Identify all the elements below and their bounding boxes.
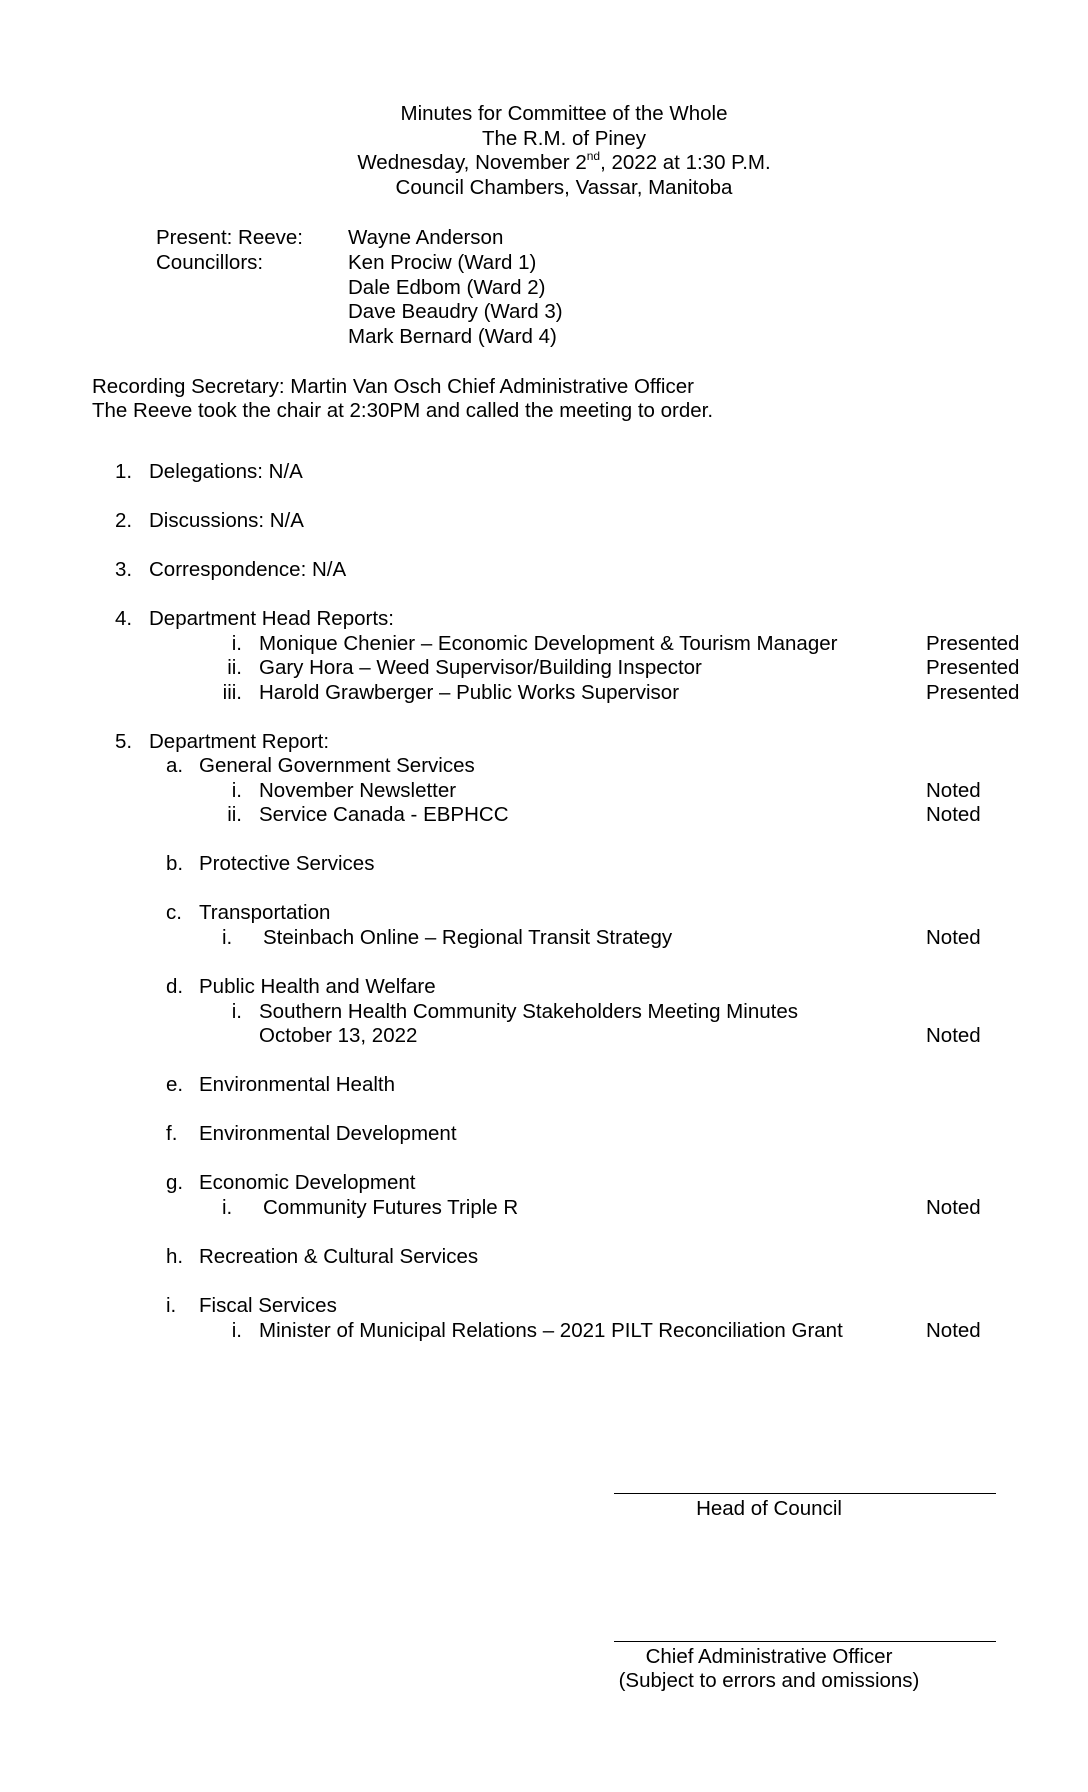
- section-letter: c.: [166, 901, 182, 924]
- section-transportation: Transportation: [199, 901, 331, 924]
- status-text: Noted: [926, 779, 981, 802]
- call-to-order: The Reeve took the chair at 2:30PM and called the meeting to order.: [92, 399, 714, 422]
- section-environmental-health: Environmental Health: [199, 1073, 395, 1096]
- councillors-label: Councillors:: [156, 251, 264, 274]
- item-discussions: Discussions: N/A: [149, 509, 304, 532]
- item-department-report: Department Report:: [149, 730, 330, 753]
- head-of-council-label: Head of Council: [696, 1497, 842, 1520]
- status-text: Noted: [926, 1024, 981, 1047]
- item-number: 3.: [115, 558, 133, 581]
- report-item: Minister of Municipal Relations – 2021 PILT Reconciliation Grant: [259, 1319, 843, 1342]
- status-text: Noted: [926, 1196, 981, 1219]
- section-letter: h.: [166, 1245, 184, 1268]
- item-department-head-reports: Department Head Reports:: [149, 607, 394, 630]
- item-number: 5.: [115, 730, 133, 753]
- meeting-location: Council Chambers, Vassar, Manitoba: [395, 176, 733, 199]
- section-public-health: Public Health and Welfare: [199, 975, 436, 998]
- sub-item-number: i.: [222, 926, 233, 949]
- item-number: 2.: [115, 509, 133, 532]
- sub-item-number: iii.: [222, 681, 242, 704]
- section-environmental-development: Environmental Development: [199, 1122, 457, 1145]
- section-letter: g.: [166, 1171, 184, 1194]
- status-text: Presented: [926, 656, 1020, 679]
- municipality-name: The R.M. of Piney: [481, 127, 647, 150]
- section-letter: a.: [166, 754, 184, 777]
- sub-item-number: ii.: [227, 656, 242, 679]
- sub-item-number: i.: [222, 1196, 233, 1219]
- section-general-government: General Government Services: [199, 754, 475, 777]
- section-protective-services: Protective Services: [199, 852, 375, 875]
- recording-secretary: Recording Secretary: Martin Van Osch Chief Administrative Officer: [92, 375, 694, 398]
- status-text: Noted: [926, 1319, 981, 1342]
- sub-item-number: i.: [231, 1319, 242, 1342]
- section-recreation: Recreation & Cultural Services: [199, 1245, 479, 1268]
- report-item: Community Futures Triple R: [263, 1196, 519, 1219]
- sub-item-number: i.: [231, 779, 242, 802]
- councillor-name: Ken Prociw (Ward 1): [348, 251, 537, 274]
- councillor-name: Mark Bernard (Ward 4): [348, 325, 557, 348]
- councillor-name: Dave Beaudry (Ward 3): [348, 300, 563, 323]
- status-text: Noted: [926, 926, 981, 949]
- status-text: Noted: [926, 803, 981, 826]
- section-letter: b.: [166, 852, 184, 875]
- page-title: Minutes for Committee of the Whole: [400, 102, 728, 125]
- section-letter: d.: [166, 975, 184, 998]
- errors-omissions-note: (Subject to errors and omissions): [618, 1669, 920, 1692]
- signature-line-head: [614, 1493, 996, 1494]
- signature-line-cao: [614, 1641, 996, 1642]
- status-text: Presented: [926, 632, 1020, 655]
- report-item-date: October 13, 2022: [259, 1024, 418, 1047]
- report-item: Monique Chenier – Economic Development & Tourism Manager: [259, 632, 838, 655]
- reeve-name: Wayne Anderson: [348, 226, 504, 249]
- item-delegations: Delegations: N/A: [149, 460, 303, 483]
- section-fiscal-services: Fiscal Services: [199, 1294, 337, 1317]
- report-item: Southern Health Community Stakeholders Meeting Minutes: [259, 1000, 798, 1023]
- sub-item-number: i.: [231, 632, 242, 655]
- reeve-label: Present: Reeve:: [156, 226, 303, 249]
- meeting-date: Wednesday, November 2nd, 2022 at 1:30 P.M.: [357, 149, 771, 174]
- sub-item-number: ii.: [227, 803, 242, 826]
- report-item: Steinbach Online – Regional Transit Strategy: [263, 926, 673, 949]
- section-letter: e.: [166, 1073, 184, 1096]
- sub-item-number: i.: [231, 1000, 242, 1023]
- item-number: 4.: [115, 607, 133, 630]
- report-item: Harold Grawberger – Public Works Supervisor: [259, 681, 680, 704]
- section-letter: i.: [166, 1294, 177, 1317]
- status-text: Presented: [926, 681, 1020, 704]
- item-correspondence: Correspondence: N/A: [149, 558, 347, 581]
- report-item: Gary Hora – Weed Supervisor/Building Inspector: [259, 656, 702, 679]
- report-item: November Newsletter: [259, 779, 457, 802]
- cao-label: Chief Administrative Officer: [645, 1645, 893, 1668]
- councillor-name: Dale Edbom (Ward 2): [348, 276, 546, 299]
- report-item: Service Canada - EBPHCC: [259, 803, 509, 826]
- section-economic-development: Economic Development: [199, 1171, 416, 1194]
- item-number: 1.: [115, 460, 133, 483]
- section-letter: f.: [166, 1122, 178, 1145]
